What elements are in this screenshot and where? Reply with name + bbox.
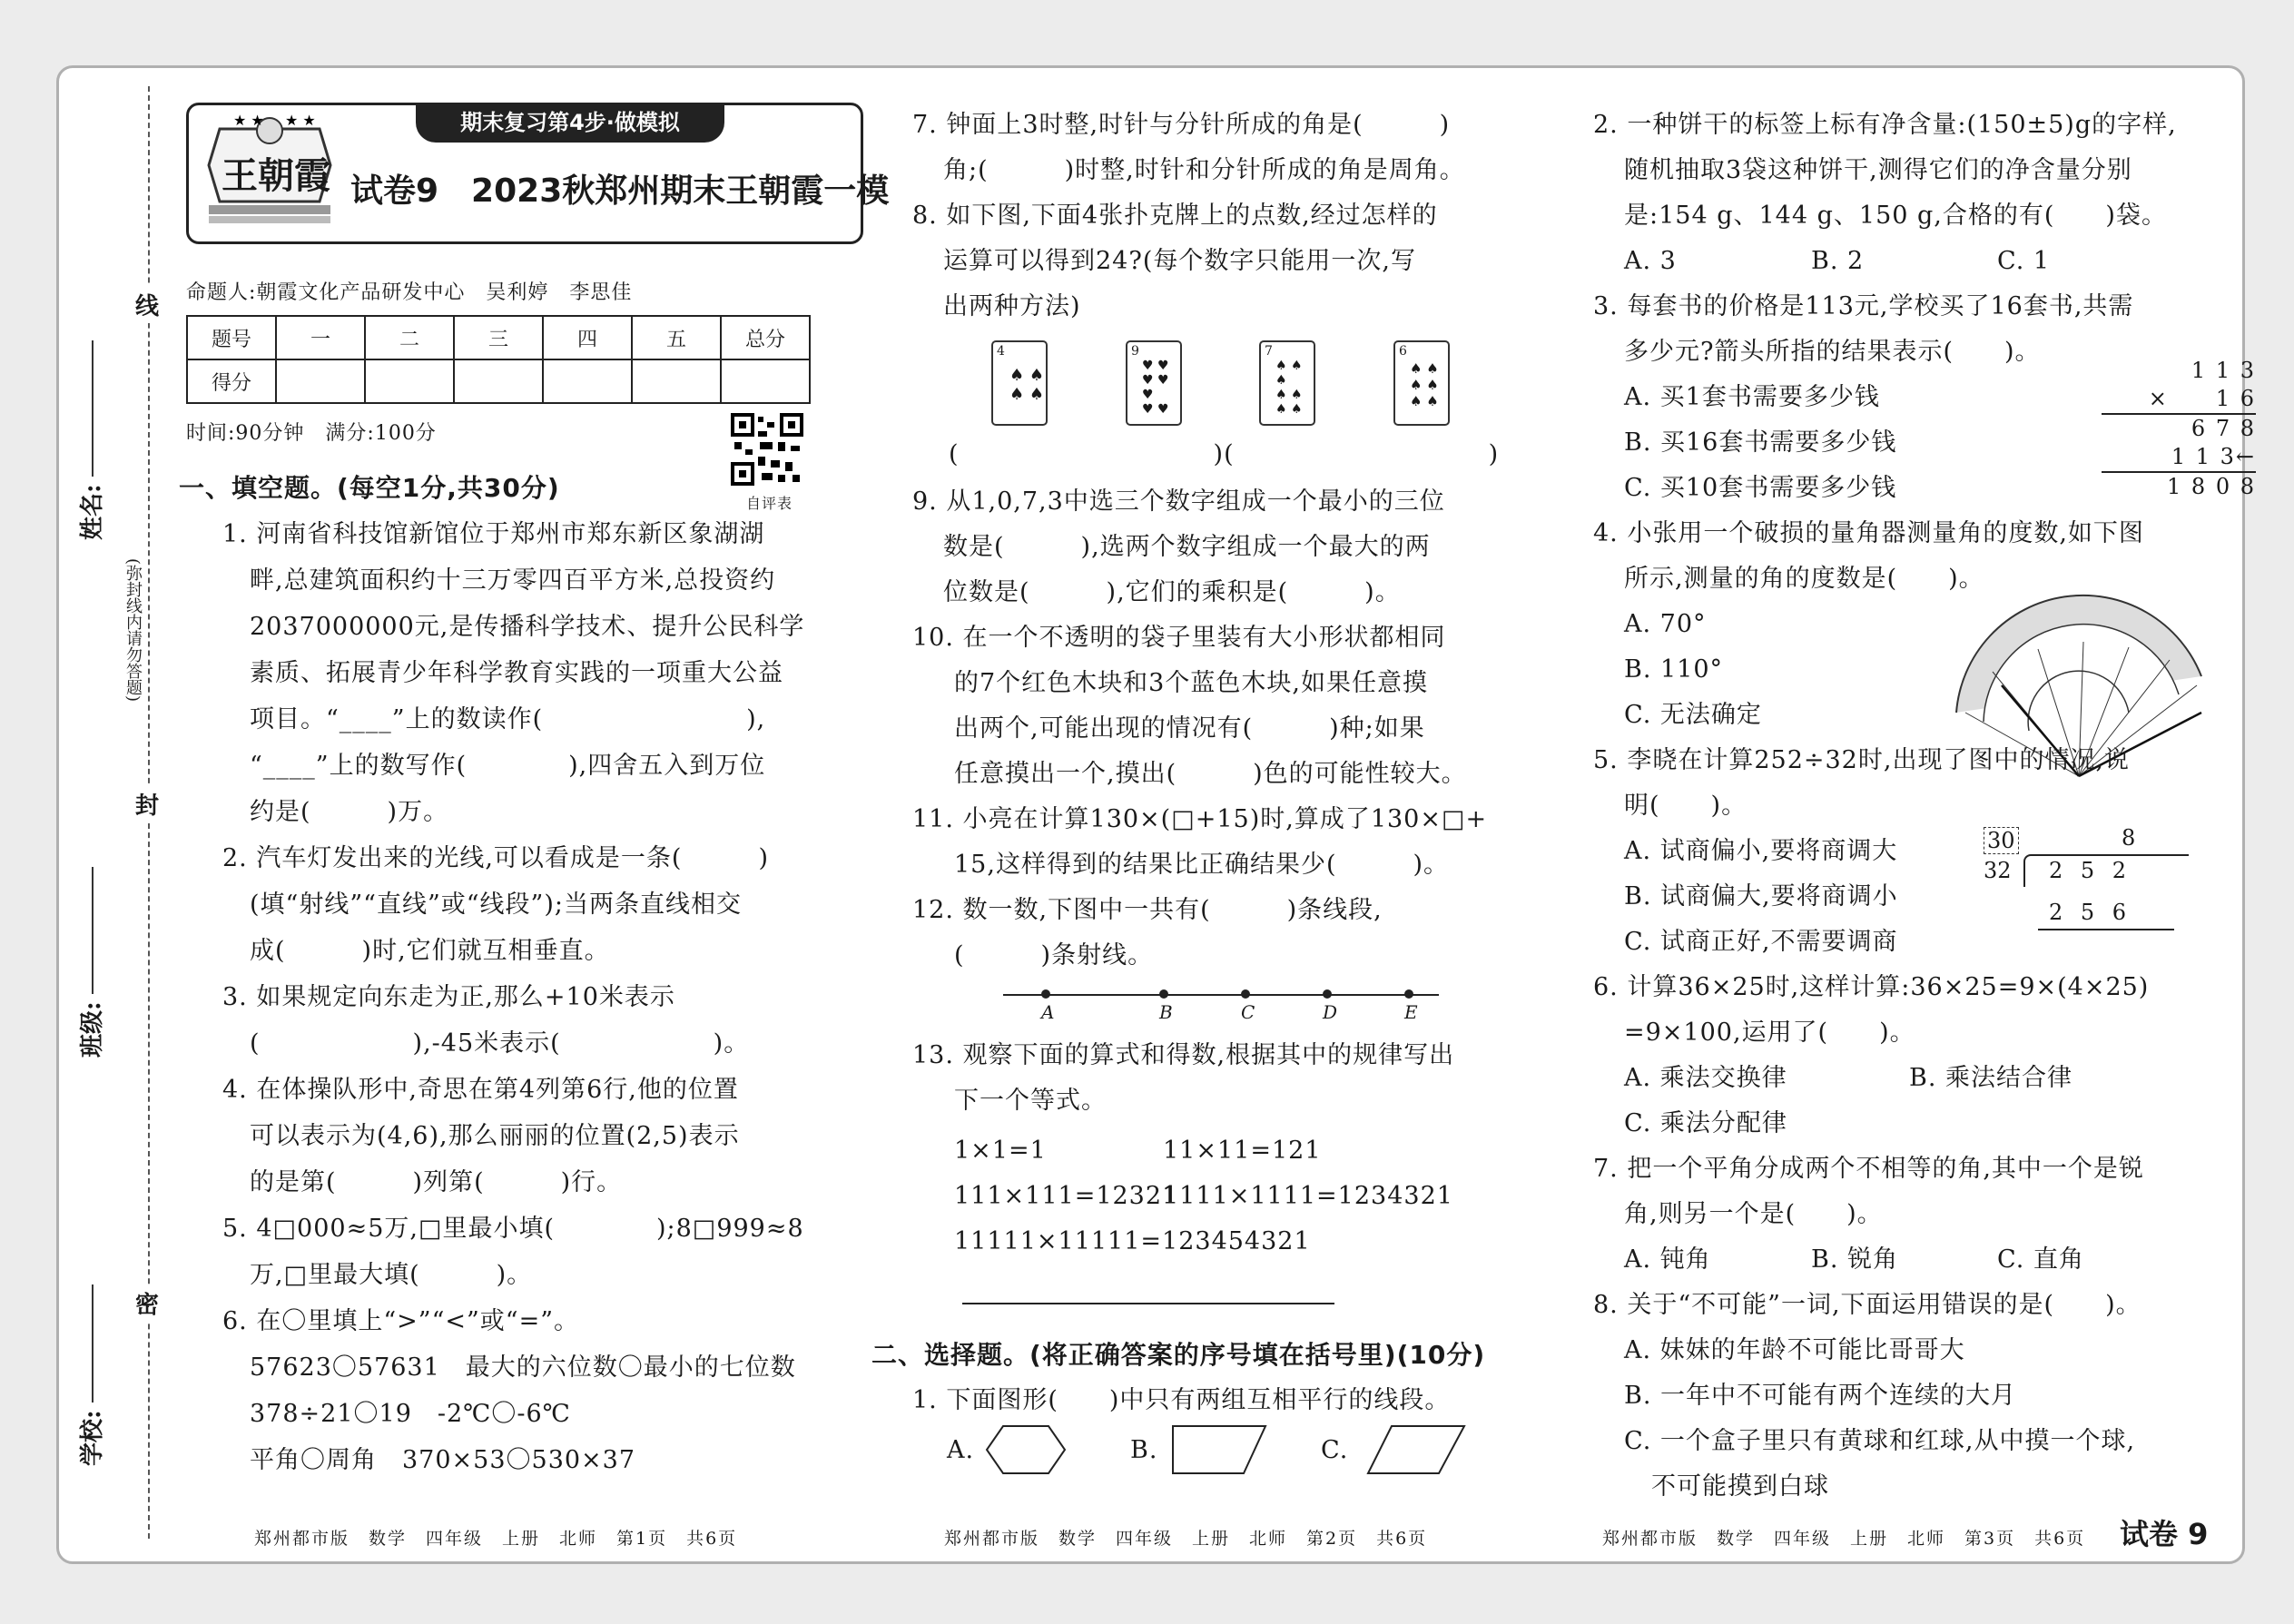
qr-code[interactable] (731, 413, 803, 486)
option: 不可能摸到白球 (1651, 1472, 1829, 1501)
multiplication-column (2102, 357, 2256, 501)
q8-answer-blanks[interactable]: ( )( ) (949, 440, 1500, 468)
text-line: 2. 一种饼干的标签上标有净含量:(150±5)g的字样, (1593, 111, 2177, 139)
equation: 11×11=121 (1163, 1137, 1322, 1165)
text-line: 6. 计算36×25时,这样计算:36×25=9×(4×25) (1593, 973, 2150, 1001)
score-input-cell[interactable] (454, 359, 543, 403)
option: C. 一个盒子里只有黄球和红球,从中摸一个球, (1624, 1427, 2136, 1455)
text-line: 可以表示为(4,6),那么丽丽的位置(2,5)表示 (250, 1122, 740, 1150)
score-input-cell[interactable] (632, 359, 721, 403)
score-cell: 三 (454, 316, 543, 359)
text-line: 万,□里最大填( )。 (250, 1261, 533, 1289)
time-info: 时间:90分钟 满分:100分 (186, 422, 437, 445)
equation: 11111×11111=123454321 (954, 1227, 1311, 1255)
dividend: 2 5 2 (2049, 858, 2132, 883)
name-field[interactable] (68, 340, 104, 549)
text-line: 下一个等式。 (954, 1087, 1107, 1115)
score-value-row (187, 359, 810, 403)
text-line: 6. 在〇里填上“>”“<”或“=”。 (222, 1307, 580, 1335)
text-line: 成( )时,它们就互相垂直。 (250, 937, 610, 965)
heart-icon: ♥ ♥ ♥ ♥ ♥ ♥ ♥ (1142, 359, 1169, 417)
point-dot (1241, 989, 1250, 999)
section-fill-blank: 一、填空题。(每空1分,共30分) (179, 473, 560, 503)
school-field[interactable] (68, 1284, 104, 1493)
text-line: 多少元?箭头所指的结果表示( )。 (1624, 338, 2041, 366)
score-cell: 二 (365, 316, 454, 359)
text-line: 1. 下面图形( )中只有两组互相平行的线段。 (912, 1386, 1451, 1414)
option: B. 锐角 (1811, 1245, 1899, 1274)
seal-mark-feng: 封 (135, 785, 159, 822)
option: B. 买16套书需要多少钱 (1624, 428, 1897, 457)
seal-mark-xian: 线 (135, 286, 159, 323)
text-line: 任意摸出一个,摸出( )色的可能性较大。 (954, 760, 1467, 788)
equation: 111×111=12321 (954, 1182, 1179, 1210)
poker-card (1126, 340, 1182, 426)
name-underline (92, 340, 94, 477)
text-line: 2037000000元,是传播科学技术、提升公民科学 (250, 613, 805, 641)
answer-underline[interactable] (962, 1303, 1334, 1304)
poker-card (991, 340, 1048, 426)
school-label: 学校: (79, 1410, 106, 1466)
header-block (186, 103, 890, 244)
option: A. 钝角 (1624, 1245, 1711, 1274)
text-line: 1. 河南省科技馆新馆位于郑州市郑东新区象湖湖 (222, 520, 765, 548)
score-cell: 五 (632, 316, 721, 359)
text-line: 出两种方法) (943, 292, 1081, 320)
point-dot (1159, 989, 1168, 999)
text-line: 11. 小亮在计算130×(□+15)时,算成了130×□+ (912, 805, 1488, 833)
option: B. 乘法结合律 (1909, 1064, 2073, 1092)
option: A. 试商偏小,要将商调大 (1624, 837, 1898, 865)
text-line: 378÷21〇19 -2℃〇-6℃ (250, 1400, 571, 1428)
text-line: 角,则另一个是( )。 (1624, 1200, 1883, 1228)
text-line: =9×100,运用了( )。 (1624, 1019, 1915, 1047)
option: C. 试商正好,不需要调商 (1624, 928, 1898, 956)
text-line: 是:154 g、144 g、150 g,合格的有( )袋。 (1624, 202, 2167, 230)
binding-strip (59, 68, 168, 1561)
text-line: 2. 汽车灯发出来的光线,可以看成是一条( ) (222, 844, 769, 872)
equation: 1111×1111=1234321 (1163, 1182, 1453, 1210)
logo (202, 111, 338, 229)
option: A. 70° (1624, 610, 1707, 638)
paper-number: 试卷 9 (2120, 1517, 2209, 1551)
qr-label: 自评表 (746, 495, 793, 512)
score-header-row (187, 316, 810, 359)
paper-sheet (56, 65, 2256, 1564)
text-line: 13. 观察下面的算式和得数,根据其中的规律写出 (912, 1041, 1455, 1069)
seal-mark-mi: 密 (135, 1284, 159, 1322)
score-cell: 四 (543, 316, 632, 359)
class-label: 班级: (79, 1001, 106, 1058)
option: C. 直角 (1997, 1245, 2084, 1274)
text-line: 3. 如果规定向东走为正,那么+10米表示 (222, 983, 675, 1011)
score-cell: 总分 (721, 316, 810, 359)
spade-icon: ♠ ♠ ♠ ♠ (1009, 366, 1044, 404)
class-underline (92, 867, 94, 994)
mult-row: × 1 6 (2102, 385, 2256, 415)
authors-line: 命题人:朝霞文化产品研发中心 吴利婷 李思佳 (186, 281, 633, 304)
no-answer-note-text: (弥封线内请勿答题) (123, 558, 143, 703)
option: A. 乘法交换律 (1624, 1064, 1787, 1092)
parallelogram-shape (1366, 1424, 1466, 1475)
card-value: 7 (1265, 344, 1273, 359)
score-cell: 一 (276, 316, 365, 359)
card-value: 4 (997, 344, 1005, 359)
footer-page2: 郑州都市版 数学 四年级 上册 北师 第2页 共6页 (944, 1529, 1428, 1549)
no-answer-note (121, 558, 144, 707)
option-label: A. (947, 1436, 975, 1464)
card-value: 6 (1399, 344, 1407, 359)
text-line: 约是( )万。 (250, 798, 449, 826)
division-rule (2038, 929, 2174, 930)
text-line: 随机抽取3袋这种饼干,测得它们的净含量分别 (1624, 156, 2132, 184)
text-line: 所示,测量的角的度数是( )。 (1624, 565, 1984, 593)
option: A. 买1套书需要多少钱 (1624, 383, 1880, 411)
score-input-cell[interactable] (721, 359, 810, 403)
text-line: 15,这样得到的结果比正确结果少( )。 (954, 851, 1450, 879)
banner-text: 期末复习第4步·做模拟 (460, 110, 680, 135)
text-line: 位数是( ),它们的乘积是( )。 (943, 578, 1401, 606)
score-cell: 得分 (187, 359, 276, 403)
option: C. 乘法分配律 (1624, 1109, 1787, 1137)
trial-divisor: 30 (1984, 827, 2019, 854)
mult-row: 6 7 8 (2191, 416, 2256, 441)
text-line: 3. 每套书的价格是113元,学校买了16套书,共需 (1593, 292, 2134, 320)
option: B. 试商偏大,要将商调小 (1624, 882, 1898, 910)
text-line: 项目。“____”上的数读作( ), (250, 705, 766, 733)
exam-title: 试卷9 2023秋郑州期末王朝霞一模 (350, 172, 890, 210)
point-label: A (1041, 1001, 1055, 1023)
text-line: 12. 数一数,下图中一共有( )条线段, (912, 896, 1383, 924)
text-line: 9. 从1,0,7,3中选三个数字组成一个最小的三位 (912, 487, 1445, 516)
qr-code-icon (731, 413, 803, 486)
mult-row: 1 8 0 8 (2167, 474, 2256, 499)
point-dot (1404, 989, 1413, 999)
text-line: 平角〇周角 370×53〇530×37 (250, 1446, 636, 1474)
text-line: (填“射线”“直线”或“线段”);当两条直线相交 (250, 891, 742, 919)
line-diagram (1003, 985, 1457, 1030)
logo-text: 王朝霞 (222, 154, 330, 197)
point-label: D (1323, 1001, 1338, 1023)
option: B. 110° (1624, 655, 1724, 684)
class-field[interactable] (68, 867, 104, 1076)
text-line: 57623〇57631 最大的六位数〇最小的七位数 (250, 1353, 796, 1382)
svg-text:★ ★: ★ ★ (233, 112, 264, 129)
score-input-cell[interactable] (543, 359, 632, 403)
option: B. 2 (1811, 247, 1865, 275)
text-line: 8. 关于“不可能”一词,下面运用错误的是( )。 (1593, 1291, 2141, 1319)
score-input-cell[interactable] (276, 359, 365, 403)
score-table (186, 315, 811, 404)
svg-text:★ ★: ★ ★ (285, 112, 316, 129)
score-cell: 题号 (187, 316, 276, 359)
hexagon-shape (985, 1424, 1067, 1475)
option-label: C. (1321, 1436, 1349, 1464)
text-line: 10. 在一个不透明的袋子里装有大小形状都相同 (912, 624, 1446, 652)
option-label: B. (1130, 1436, 1158, 1464)
mult-row: 1 1 3 (2191, 358, 2256, 383)
footer-page3: 郑州都市版 数学 四年级 上册 北师 第3页 共6页 (1602, 1529, 2086, 1549)
poker-card (1393, 340, 1450, 426)
point-label: B (1159, 1001, 1173, 1023)
score-input-cell[interactable] (365, 359, 454, 403)
divisor: 32 (1984, 858, 2012, 883)
point-label: C (1241, 1001, 1255, 1023)
text-line: 5. 李晓在计算252÷32时,出现了图中的情况,说 (1593, 746, 2131, 774)
option: A. 妹妹的年龄不可能比哥哥大 (1624, 1336, 1965, 1364)
card-value: 9 (1131, 344, 1139, 359)
option: C. 买10套书需要多少钱 (1624, 474, 1897, 502)
text-line: 运算可以得到24?(每个数字只能用一次,写 (943, 247, 1416, 275)
banner (416, 103, 724, 143)
product: 2 5 6 (2049, 900, 2132, 925)
point-dot (1323, 989, 1332, 999)
section-choice: 二、选择题。(将正确答案的序号填在括号里)(10分) (871, 1340, 1486, 1370)
text-line: 5. 4□000≈5万,□里最小填( );8□999≈8 (222, 1215, 804, 1243)
long-division (1984, 822, 2192, 940)
text-line: ( )条射线。 (954, 941, 1154, 969)
text-line: 8. 如下图,下面4张扑克牌上的点数,经过怎样的 (912, 202, 1438, 230)
quotient: 8 (2122, 825, 2136, 851)
poker-card (1259, 340, 1315, 426)
text-line: 素质、拓展青少年科学教育实践的一项重大公益 (250, 659, 783, 687)
text-line: ( ),-45米表示( )。 (250, 1029, 750, 1058)
text-line: 4. 小张用一个破损的量角器测量角的度数,如下图 (1593, 519, 2144, 547)
text-line: 7. 钟面上3时整,时针与分针所成的角是( ) (912, 111, 1451, 139)
mult-row: 1 1 3← (2102, 443, 2256, 473)
text-line: “____”上的数写作( ),四舍五入到万位 (250, 752, 766, 780)
spade-icon: ♠ ♠ ♠ ♠ ♠ ♠ (1410, 360, 1439, 409)
text-line: 明( )。 (1624, 792, 1748, 820)
spade-icon: ♠ ♠ ♠ ♠ ♠ ♠ ♠ (1275, 359, 1303, 417)
text-line: 的7个红色木块和3个蓝色木块,如果任意摸 (954, 669, 1428, 697)
point-label: E (1404, 1001, 1418, 1023)
point-dot (1041, 989, 1050, 999)
trapezoid-shape (1171, 1424, 1271, 1475)
name-label: 姓名: (79, 484, 106, 540)
option: C. 无法确定 (1624, 701, 1762, 729)
footer-page1: 郑州都市版 数学 四年级 上册 北师 第1页 共6页 (254, 1529, 738, 1549)
text-line: 4. 在体操队形中,奇思在第4列第6行,他的位置 (222, 1076, 739, 1104)
equation: 1×1=1 (954, 1137, 1047, 1165)
text-line: 数是( ),选两个数字组成一个最大的两 (943, 533, 1431, 561)
option: A. 3 (1624, 247, 1677, 275)
option: C. 1 (1997, 247, 2051, 275)
text-line: 角;( )时整,时针和分针所成的角是周角。 (943, 156, 1465, 184)
school-underline (92, 1284, 94, 1403)
text-line: 畔,总建筑面积约十三万零四百平方米,总投资约 (250, 566, 776, 595)
text-line: 7. 把一个平角分成两个不相等的角,其中一个是锐 (1593, 1155, 2144, 1183)
text-line: 出两个,可能出现的情况有( )种;如果 (954, 714, 1425, 743)
text-line: 的是第( )列第( )行。 (250, 1168, 623, 1196)
ray-line (1003, 994, 1439, 996)
option: B. 一年中不可能有两个连续的大月 (1624, 1382, 2017, 1410)
